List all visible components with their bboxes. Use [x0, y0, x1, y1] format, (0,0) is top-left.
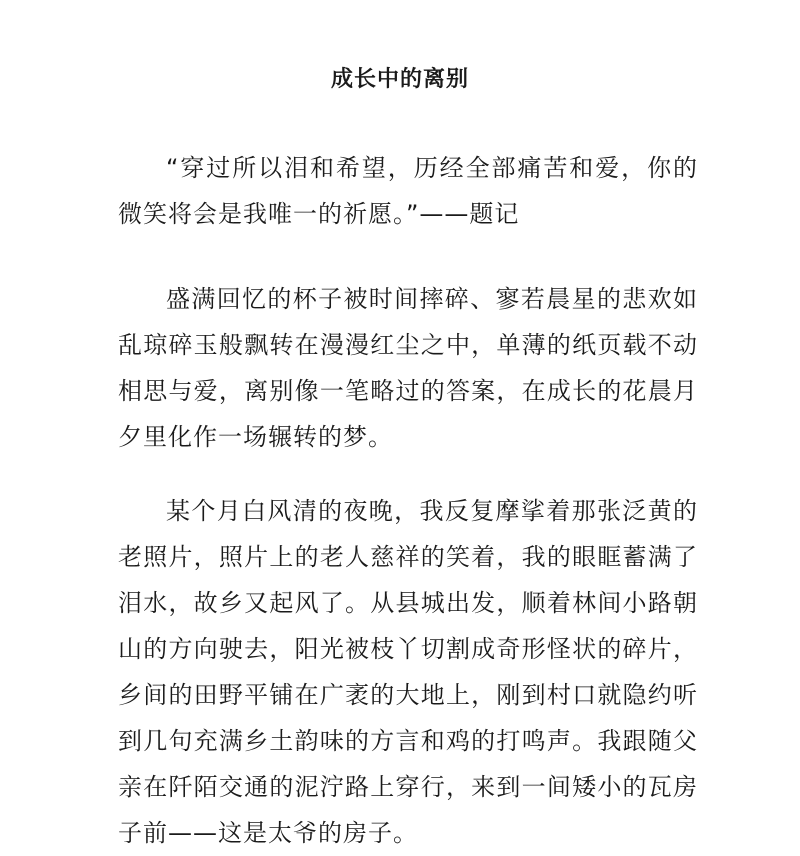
paragraph-2: 某个月白风清的夜晚，我反复摩挲着那张泛黄的老照片，照片上的老人慈祥的笑着，我的眼眶蓄满了泪水，故乡又起风了。从县城出发，顺着林间小路朝山的方向驶去，阳光被枝丫切割成奇形怪状的碎片，乡间的田野平铺在广袤的大地上，刚到村口就隐约听到几句充满乡土韵味的方言和鸡的打鸣声。我跟随父亲在阡陌交通的泥泞路上穿行，来到一间矮小的瓦房子前——这是太爷的房子。 [118, 497, 698, 847]
article-title: 成长中的离别 [330, 67, 469, 92]
epigraph: “穿过所以泪和希望，历经全部痛苦和爱，你的微笑将会是我唯一的祈愿。”——题记 [118, 154, 698, 228]
paragraph-1: 盛满回忆的杯子被时间摔碎、寥若晨星的悲欢如乱琼碎玉般飘转在漫漫红尘之中，单薄的纸页载不动相思与爱，离别像一笔略过的答案，在成长的花晨月夕里化作一场辗转的梦。 [118, 285, 698, 451]
